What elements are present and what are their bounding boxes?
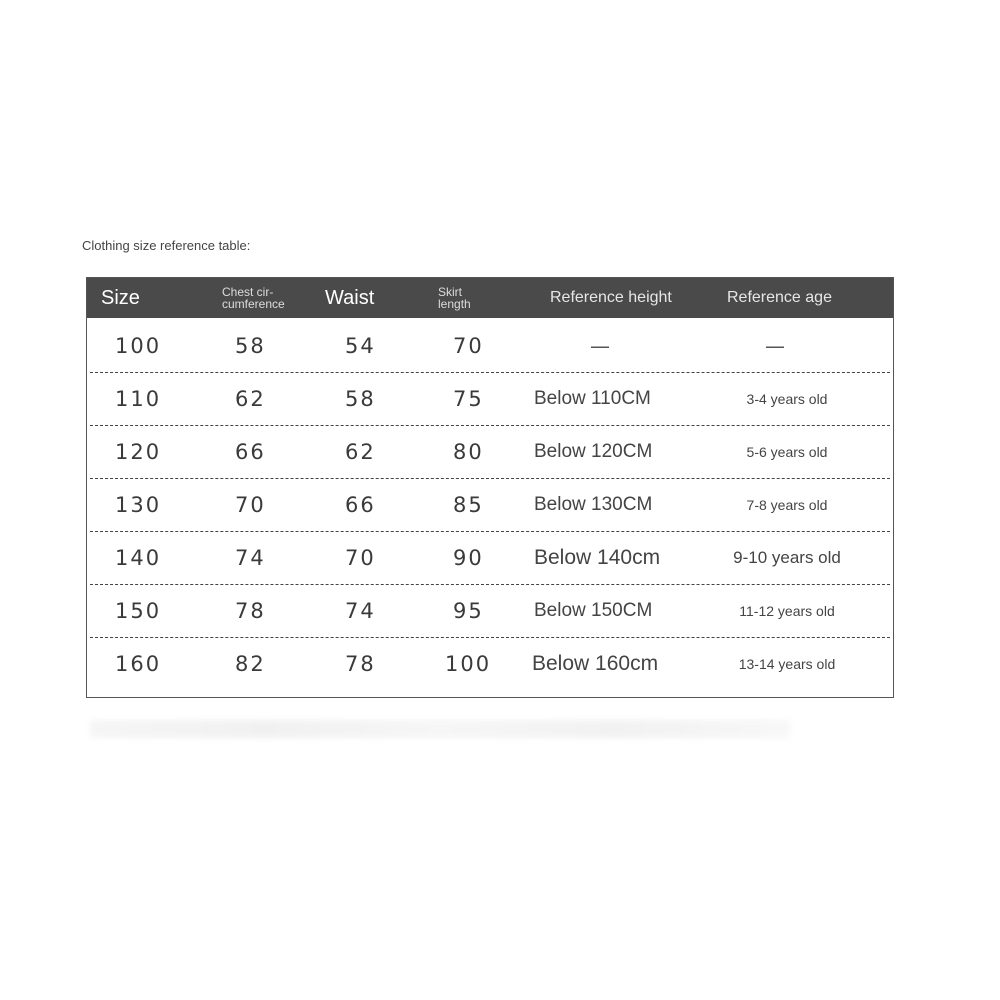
size-cell: 120 — [115, 439, 162, 464]
chest-cell: 74 — [235, 545, 266, 570]
table-row — [87, 637, 893, 690]
table-caption: Clothing size reference table: — [82, 238, 251, 253]
reference-age-cell: 3-4 years old — [746, 390, 828, 407]
skirt-length-cell: 75 — [453, 386, 484, 411]
header-reference-height: Reference height — [550, 289, 672, 306]
reference-height-cell: Below 150CM — [534, 599, 653, 621]
size-cell: 150 — [115, 598, 162, 623]
reference-height-cell: Below 140cm — [534, 545, 661, 569]
reference-age-cell: 11-12 years old — [739, 602, 835, 619]
size-table — [86, 277, 894, 698]
table-row — [87, 319, 893, 372]
blurred-text-strip — [90, 720, 790, 738]
skirt-length-cell: 70 — [453, 333, 484, 358]
size-cell: 130 — [115, 492, 162, 517]
waist-cell: 66 — [345, 492, 376, 517]
waist-cell: 70 — [345, 545, 376, 570]
reference-height-cell: — — [590, 333, 612, 358]
skirt-length-cell: 80 — [453, 439, 484, 464]
skirt-length-cell: 90 — [453, 545, 484, 570]
chest-cell: 82 — [235, 651, 266, 676]
reference-age-cell: — — [765, 333, 787, 358]
size-cell: 100 — [115, 333, 162, 358]
waist-cell: 54 — [345, 333, 376, 358]
header-waist: Waist — [325, 286, 375, 309]
table-row — [87, 425, 893, 478]
reference-age-cell: 7-8 years old — [746, 496, 828, 513]
skirt-length-cell: 85 — [453, 492, 484, 517]
chest-cell: 70 — [235, 492, 266, 517]
table-header — [87, 278, 893, 318]
size-cell: 110 — [115, 386, 162, 411]
header-skirt-length: Skirt length — [438, 285, 471, 311]
chest-cell: 78 — [235, 598, 266, 623]
skirt-length-cell: 100 — [445, 651, 492, 676]
table-row — [87, 372, 893, 425]
skirt-length-cell: 95 — [453, 598, 484, 623]
table-row — [87, 531, 893, 584]
table-row — [87, 584, 893, 637]
header-reference-age: Reference age — [727, 289, 832, 306]
reference-age-cell: 5-6 years old — [746, 443, 828, 460]
waist-cell: 74 — [345, 598, 376, 623]
waist-cell: 78 — [345, 651, 376, 676]
reference-age-cell: 13-14 years old — [738, 655, 836, 672]
waist-cell: 62 — [345, 439, 376, 464]
header-size: Size — [101, 286, 140, 309]
reference-height-cell: Below 120CM — [534, 440, 653, 462]
waist-cell: 58 — [345, 386, 376, 411]
size-cell: 140 — [115, 545, 162, 570]
reference-height-cell: Below 110CM — [534, 387, 651, 409]
chest-cell: 58 — [235, 333, 266, 358]
reference-height-cell: Below 160cm — [532, 651, 659, 675]
header-chest: Chest cir- cumference — [222, 285, 285, 311]
table-row — [87, 478, 893, 531]
reference-height-cell: Below 130CM — [534, 493, 653, 515]
reference-age-cell: 9-10 years old — [733, 547, 841, 567]
chest-cell: 62 — [235, 386, 266, 411]
size-cell: 160 — [115, 651, 162, 676]
chest-cell: 66 — [235, 439, 266, 464]
